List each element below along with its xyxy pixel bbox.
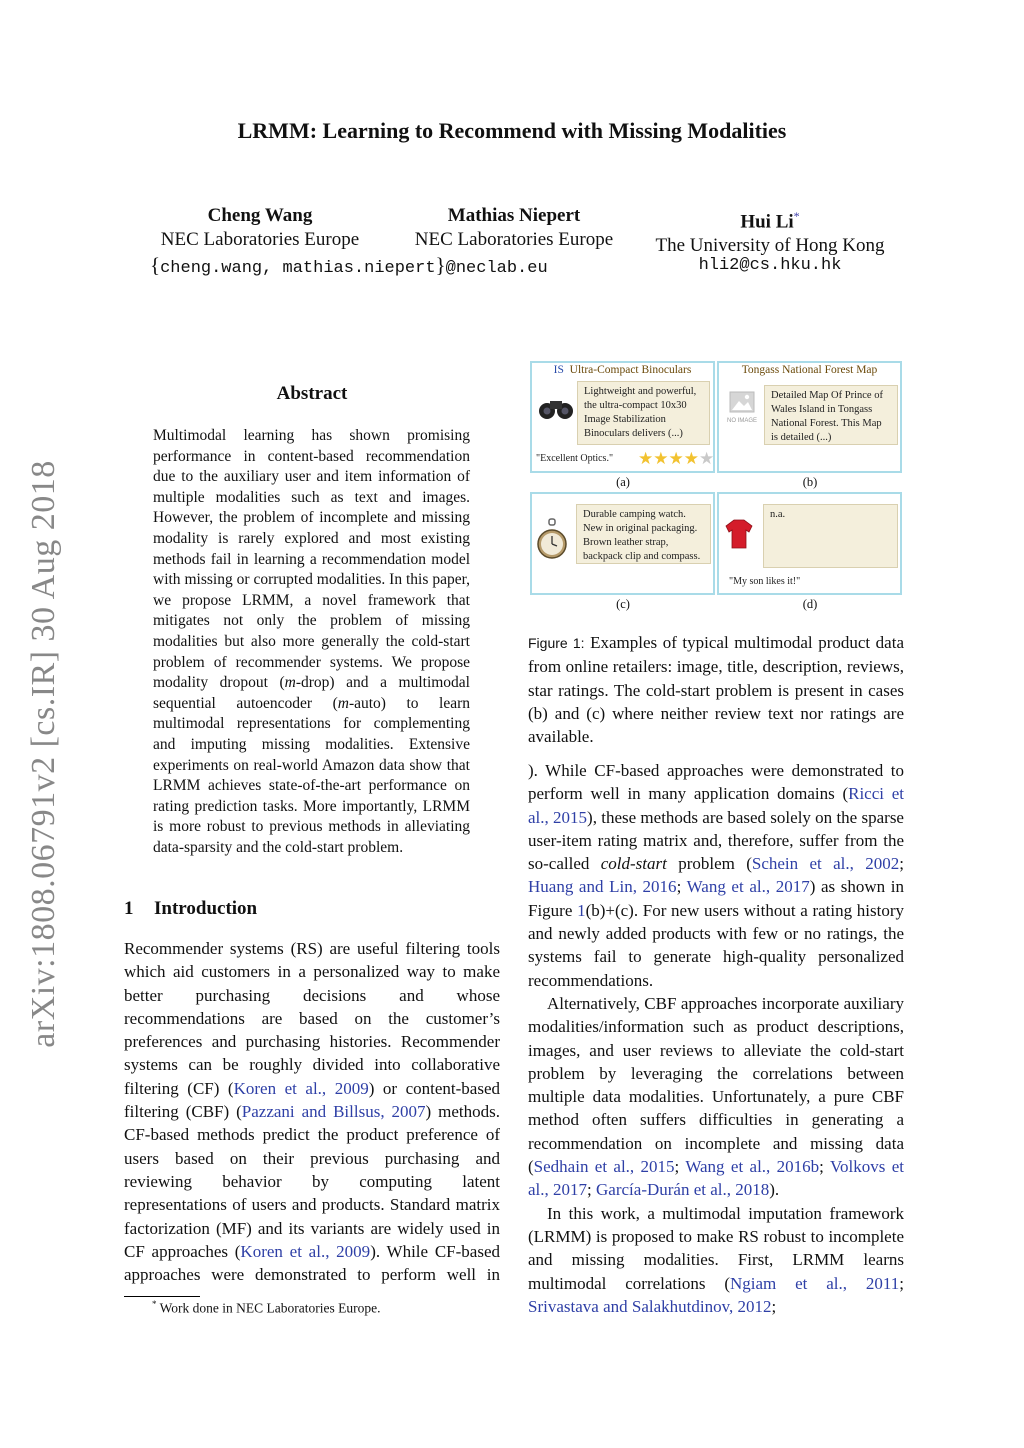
- panel-review: "Excellent Optics.": [536, 453, 614, 464]
- hui-li-email: hli2@cs.hku.hk: [698, 256, 842, 275]
- text-run: problem (: [666, 854, 752, 874]
- text-run: ) or content-based filtering (CBF) (: [124, 1078, 500, 1122]
- email-names: cheng.wang, mathias.niepert: [160, 259, 436, 278]
- citation-link[interactable]: Pazzani and Billsus, 2007: [241, 1102, 426, 1122]
- separator: ;: [674, 1157, 686, 1177]
- star-icon: ★: [668, 449, 684, 468]
- panel-description: n.a.: [763, 504, 898, 568]
- author-name: Mathias Niepert: [447, 205, 581, 226]
- footnote-marker: *: [793, 209, 800, 223]
- separator: ;: [587, 1180, 597, 1200]
- panel-title-prefix: IS: [553, 364, 564, 376]
- citation-link[interactable]: Wang et al., 2016b: [685, 1157, 820, 1177]
- text-run: ). While CF-based approaches were demonstrated to perform well in: [124, 1241, 500, 1285]
- star-empty-icon: ★: [699, 449, 715, 468]
- text-run: ).: [769, 1180, 780, 1200]
- citation-link[interactable]: Koren et al., 2009: [233, 1078, 369, 1098]
- author-block-2: [394, 204, 634, 252]
- text-run: Recommender systems (RS) are useful filtering tools which aid customers in a personalized way to make better purchasing decisions and whose recommendations are based on the customer’s preferences and purchasing histories. Recommender systems can be roughly divided into collaborative filtering (CF) (: [124, 939, 500, 1098]
- footnote-text: Work done in NEC Laboratories Europe.: [159, 1300, 381, 1316]
- text-run: In this work, a multimodal imputation framework (LRMM) is proposed to make RS robust to incomplete and missing modalities. First, LRMM learns multimodal correlations (: [528, 1203, 904, 1293]
- citation-link[interactable]: Huang and Lin, 2016: [528, 877, 677, 897]
- intro-right-column: [528, 759, 904, 1318]
- abstract-heading: Abstract: [276, 383, 348, 404]
- red-shirt-photo: [725, 518, 753, 550]
- section-number: 1: [124, 898, 134, 919]
- figure-panel-c: [530, 492, 715, 595]
- figure-caption-text: Examples of typical multimodal product data from online retailers: image, title, description, reviews, star ratings. The cold-start problem is present in cases (b) and (c) where neither review text nor ratings are available.: [528, 633, 904, 747]
- citation-link[interactable]: Srivastava and Salakhutdinov, 2012: [528, 1296, 772, 1316]
- star-icon: ★: [683, 449, 699, 468]
- figure-1: [528, 359, 904, 619]
- abstract-part: Multimodal learning has shown promising performance in content-based recommendation due to the auxiliary user and item information of multiple modalities such as text and images. However, the problem of incomplete and missing modality is rarely explored and most existing methods fail in learning a recommendation model with missing or corrupted modalities. In this paper, we propose LRMM, a novel framework that mitigates not only the problem of missing modalities but also more generally the cold-start problem of recommender systems. We propose modality dropout (: [153, 427, 470, 692]
- arxiv-identifier: arXiv:1808.06791v2 [cs.IR] 30 Aug 2018: [25, 460, 62, 1048]
- separator: ;: [899, 1273, 904, 1293]
- figure-panel-d: [717, 492, 902, 595]
- figure-caption: [528, 631, 904, 748]
- separator: ;: [819, 1157, 830, 1177]
- no-image-label: NO IMAGE: [727, 418, 758, 424]
- email-domain: @neclab.eu: [445, 259, 548, 278]
- panel-title: Tongass National Forest Map: [741, 364, 878, 376]
- figure-reference-link[interactable]: 1: [577, 900, 586, 920]
- author-affiliation: NEC Laboratories Europe: [414, 229, 614, 250]
- section-title: Introduction: [154, 898, 258, 919]
- figure-panel-a: [530, 361, 715, 473]
- panel-title: [532, 364, 713, 376]
- panel-label-d: (d): [802, 597, 818, 611]
- author-name: Cheng Wang: [207, 205, 313, 226]
- paper-title: LRMM: Learning to Recommend with Missing Modalities: [237, 118, 787, 143]
- separator: ;: [676, 877, 687, 897]
- star-icon: ★: [638, 449, 654, 468]
- pocket-watch-photo: [536, 518, 568, 562]
- abstract-italic-m: m: [337, 694, 349, 712]
- panel-description: Detailed Map Of Prince of Wales Island in Tongass National Forest. This Map is detailed (...): [764, 385, 898, 445]
- image-placeholder-icon: [729, 391, 755, 413]
- separator: ;: [899, 854, 904, 874]
- citation-link[interactable]: Koren et al., 2009: [240, 1241, 371, 1261]
- author-name: [636, 204, 904, 234]
- text-run: ) methods. CF-based methods predict the product preference of users based on their previous purchasing and reviewing behavior by computing latent representations of users and products. Standard matrix factorization (MF) and its variants are widely used in CF approaches (: [124, 1102, 500, 1261]
- author-block-3: [636, 204, 904, 258]
- author-block-1: [120, 204, 400, 252]
- citation-link[interactable]: Ngiam et al., 2011: [730, 1273, 900, 1293]
- panel-label-a: (a): [616, 475, 630, 489]
- panel-description: Durable camping watch. New in original packaging. Brown leather strap, backpack clip and compass.: [576, 504, 711, 564]
- intro-paragraph-1-left: [124, 937, 500, 1287]
- figure-panel-b: [717, 361, 902, 473]
- panel-label-b: (b): [802, 475, 818, 489]
- panel-description: Lightweight and powerful, the ultra-compact 10x30 Image Stabilization Binoculars delivers (...): [577, 381, 710, 445]
- binoculars-photo: [538, 393, 574, 423]
- star-icon: ★: [653, 449, 669, 468]
- section-heading-introduction: [124, 898, 257, 920]
- citation-link[interactable]: Wang et al., 2017: [686, 877, 810, 897]
- footnote-rule: [124, 1296, 200, 1297]
- author-affiliation: NEC Laboratories Europe: [160, 229, 360, 250]
- text-run: ;: [771, 1296, 777, 1316]
- text-run: Alternatively, CBF approaches incorporate auxiliary modalities/information such as product descriptions, images, and user reviews to alleviate the cold-start problem by leveraging the correlations between multiple data modalities. Unfortunately, a pure CBF method often suffers difficulties in generating a recommendation on incomplete and missing data (: [528, 993, 904, 1177]
- abstract-text: [153, 426, 470, 858]
- text-run: ). While CF-based approaches were demonstrated to perform well in many application domains (: [528, 761, 904, 804]
- intro-paragraph-2: [528, 992, 904, 1202]
- text-run: ), these methods are based solely on the sparse user-item rating matrix and, therefore, suffer from the so-called: [528, 807, 904, 874]
- citation-link[interactable]: García-Durán et al., 2018: [596, 1180, 770, 1200]
- text-run: ) as shown in Figure: [528, 877, 904, 920]
- abstract-part: -auto) to learn multimodal representations for complementing and imputing missing modalities. Extensive experiments on real-world Amazon data show that LRMM achieves state-of-the-art performance on rating prediction tasks. More importantly, LRMM is more robust to previous methods in alleviating data-sparsity and the cold-start problem.: [153, 694, 470, 856]
- star-rating: [638, 450, 714, 469]
- citation-link[interactable]: Ricci et al., 2015: [528, 784, 904, 827]
- intro-paragraph-3: [528, 1202, 904, 1318]
- email-brace-open: {: [150, 253, 161, 277]
- author-affiliation: The University of Hong Kong: [655, 235, 885, 257]
- abstract-italic-m: m: [284, 674, 296, 692]
- panel-label-c: (c): [616, 597, 630, 611]
- figure-label: Figure 1:: [528, 635, 585, 651]
- abstract-part: -drop) and a multimodal sequential autoencoder (: [153, 674, 470, 712]
- author-name-text: Hui Li: [740, 211, 794, 233]
- footnote-marker: *: [152, 1299, 157, 1309]
- citation-link[interactable]: Sedhain et al., 2015: [533, 1157, 675, 1177]
- panel-review: "My son likes it!": [729, 576, 801, 587]
- email-brace-close: }: [435, 253, 446, 277]
- no-image-icon: [727, 391, 757, 425]
- panel-title-text: Ultra-Compact Binoculars: [569, 364, 692, 376]
- citation-link[interactable]: Schein et al., 2002: [751, 854, 900, 874]
- footnote: [124, 1299, 381, 1317]
- italic-term: cold-start: [600, 854, 667, 874]
- shared-email: [150, 253, 548, 278]
- text-run: (b)+(c). For new users without a rating history and newly added products with few or no ratings, the systems fail to generate high-quality personalized recommendations.: [528, 900, 904, 990]
- intro-paragraph-1-continued: [528, 759, 904, 992]
- citation-link[interactable]: Volkovs et al., 2017: [528, 1157, 905, 1200]
